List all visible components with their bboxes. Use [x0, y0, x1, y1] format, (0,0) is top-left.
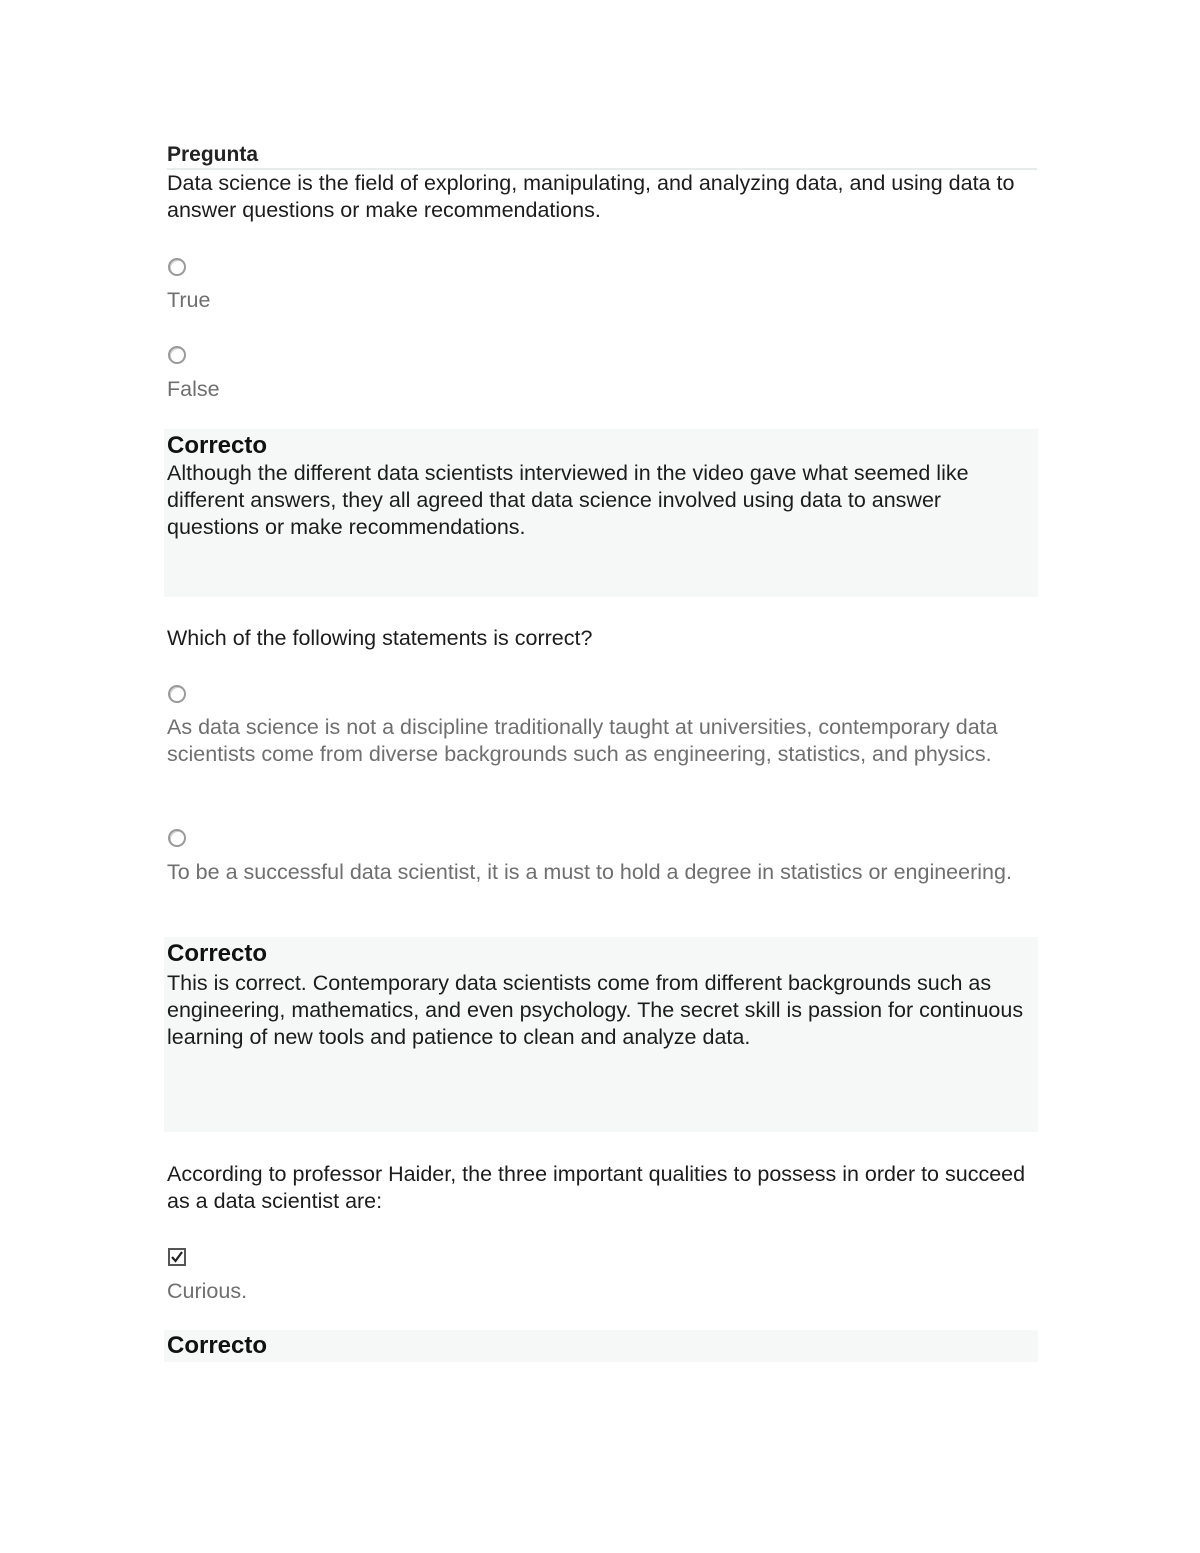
- feedback-title: Correcto: [167, 940, 268, 967]
- checkbox-curious[interactable]: [168, 1248, 186, 1266]
- radio-true[interactable]: [168, 258, 186, 276]
- option-a-label[interactable]: As data science is not a discipline traditionally taught at universities, contemporary data scientists come from diverse backgrounds such as engineering, statistics, and physics.: [167, 715, 998, 766]
- feedback-title: Correcto: [167, 1332, 268, 1359]
- question-3-text: According to professor Haider, the three important qualities to possess in order to succeed as a data scientist are:: [167, 1162, 1026, 1213]
- option-curious-label[interactable]: Curious.: [167, 1279, 248, 1303]
- feedback-panel-3: [164, 1330, 1038, 1362]
- feedback-title: Correcto: [167, 432, 268, 459]
- feedback-text: This is correct. Contemporary data scientists come from different backgrounds such as engineering, mathematics, and even psychology. The secret skill is passion for continuous learning of new tools and patience to clean and analyze data.: [167, 971, 1024, 1049]
- section-label: Pregunta: [167, 142, 1037, 170]
- feedback-panel-1: [164, 429, 1038, 597]
- radio-false[interactable]: [168, 346, 186, 364]
- feedback-panel-2: [164, 937, 1038, 1132]
- question-1-text: Data science is the field of exploring, manipulating, and analyzing data, and using data to answer questions or make recommendations.: [167, 171, 1015, 222]
- option-false-label[interactable]: False: [167, 377, 220, 401]
- radio-option-a[interactable]: [168, 685, 186, 703]
- checkmark-icon: [170, 1250, 184, 1264]
- option-b-label[interactable]: To be a successful data scientist, it is a must to hold a degree in statistics or engineering.: [167, 860, 1012, 884]
- radio-option-b[interactable]: [168, 829, 186, 847]
- question-2-text: Which of the following statements is correct?: [167, 626, 593, 650]
- feedback-text: Although the different data scientists interviewed in the video gave what seemed like different answers, they all agreed that data science involved using data to answer questions or make recommendations.: [167, 461, 969, 539]
- option-true-label[interactable]: True: [167, 288, 211, 312]
